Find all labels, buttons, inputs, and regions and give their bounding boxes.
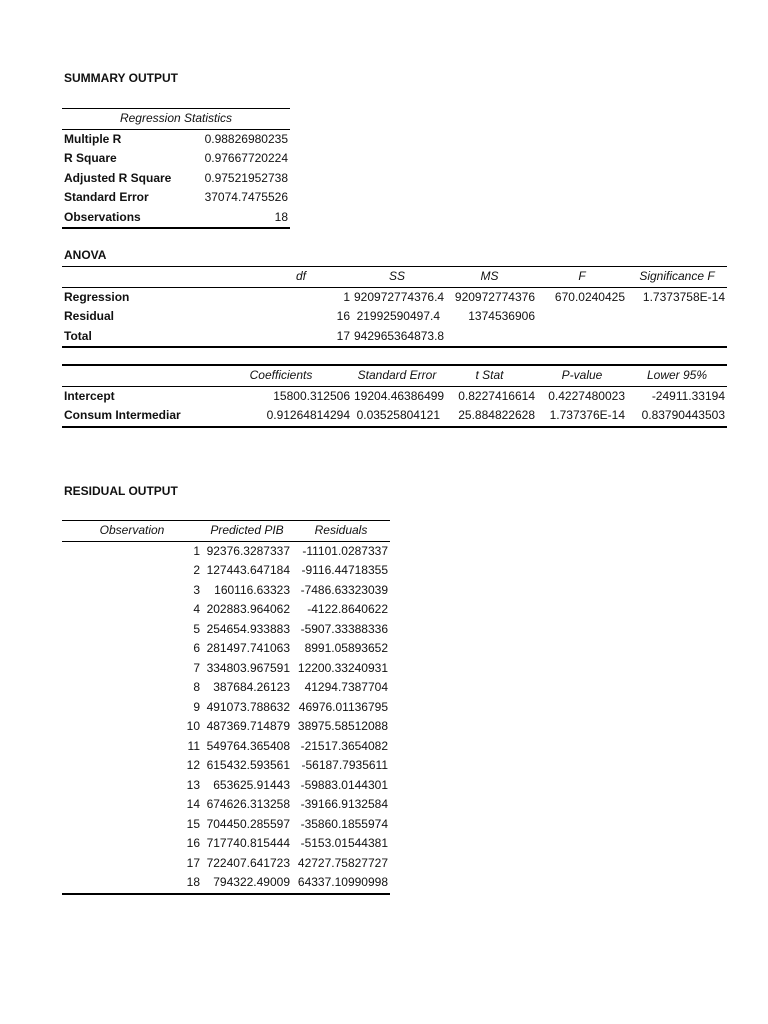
table-row xyxy=(62,659,390,679)
residual-cell-observation: 18 xyxy=(62,873,202,894)
anova-row-label: Residual xyxy=(64,309,115,323)
stat-value: 0.98826980235 xyxy=(204,131,288,146)
anova-cell-ss: 920972774376.4 xyxy=(354,289,445,304)
coef-cell-standard-error: 0.03525804121 xyxy=(352,406,442,427)
residual-cell-observation: 17 xyxy=(186,855,200,870)
regression-statistics-header: Regression Statistics xyxy=(62,109,290,130)
residual-cell-residual: 46976.01136795 xyxy=(298,699,388,714)
residual-header-predicted: Predicted PIB xyxy=(202,521,292,542)
residual-cell-predicted: 674626.313258 xyxy=(206,797,290,811)
anova-cell-sig: 1.7373758E-14 xyxy=(642,289,725,304)
residual-cell-residual: -11101.0287337 xyxy=(302,543,388,558)
anova-header-ss: SS xyxy=(352,267,442,288)
table-row xyxy=(62,834,390,854)
table-row xyxy=(62,327,727,348)
coef-cell-standard-error: 19204.46386499 xyxy=(354,388,445,403)
coef-header-lower-95: Lower 95% xyxy=(627,365,727,386)
stat-label: Adjusted R Square xyxy=(64,170,172,185)
anova-cell-ss: 21992590497.4 xyxy=(356,309,440,323)
table-row xyxy=(62,737,390,757)
residual-cell-observation: 11 xyxy=(187,738,200,753)
anova-cell-df: 17 xyxy=(182,327,352,348)
anova-header-blank xyxy=(62,267,182,288)
residual-cell-residual: -9116.44718355 xyxy=(301,563,388,577)
residual-cell-residual: -5907.33388336 xyxy=(300,621,388,636)
residual-header-observation: Observation xyxy=(62,521,202,542)
table-row xyxy=(62,541,390,561)
residual-cell-predicted: 92376.3287337 xyxy=(206,543,290,558)
stat-value: 37074.7475526 xyxy=(204,190,288,204)
summary-output-title: SUMMARY OUTPUT xyxy=(64,71,178,85)
table-row xyxy=(62,854,390,874)
anova-header-df: df xyxy=(182,267,352,288)
residual-cell-residual: 12200.33240931 xyxy=(297,660,388,675)
table-row xyxy=(62,756,390,776)
residual-cell-predicted: 549764.365408 xyxy=(206,738,290,753)
residual-cell-residual: -21517.3654082 xyxy=(300,738,388,753)
anova-cell-df: 1 xyxy=(343,289,350,304)
coef-row-label: Consum Intermediar xyxy=(62,406,182,427)
residual-cell-observation: 14 xyxy=(186,797,200,811)
coef-cell-coefficient: 0.91264814294 xyxy=(182,406,352,427)
table-row xyxy=(62,776,390,796)
anova-cell-df: 16 xyxy=(336,309,350,323)
residual-cell-predicted: 704450.285597 xyxy=(206,816,290,831)
coef-header-p-value: P-value xyxy=(537,365,627,386)
anova-cell-sig xyxy=(627,327,727,348)
table-row xyxy=(62,129,290,149)
residual-cell-predicted: 160116.63323 xyxy=(214,582,290,597)
residual-cell-predicted: 794322.49009 xyxy=(202,873,292,894)
residual-cell-predicted: 653625.91443 xyxy=(213,777,290,792)
stat-value: 18 xyxy=(190,208,290,229)
anova-cell-ss: 942965364873.8 xyxy=(352,327,442,348)
coef-header-standard-error: Standard Error xyxy=(352,365,442,386)
stat-value: 0.97667720224 xyxy=(204,151,288,165)
residual-cell-residual: -56187.7935611 xyxy=(301,758,388,772)
anova-cell-sig xyxy=(627,307,727,327)
table-row xyxy=(62,873,390,894)
anova-title: ANOVA xyxy=(64,248,107,262)
table-row xyxy=(62,188,290,208)
anova-table xyxy=(62,266,727,348)
anova-header-ms: MS xyxy=(442,267,537,288)
residual-cell-residual: 42727.75827727 xyxy=(297,855,388,870)
coef-cell-lower-95: 0.83790443503 xyxy=(627,406,727,427)
residual-cell-residual: -4122.8640622 xyxy=(307,602,388,616)
table-row xyxy=(62,149,290,169)
residual-cell-residual: 38975.58512088 xyxy=(297,719,388,733)
anova-header-significance-f: Significance F xyxy=(627,267,727,288)
residual-cell-observation: 16 xyxy=(186,836,200,850)
table-row xyxy=(62,795,390,815)
residual-header-residuals: Residuals xyxy=(292,521,390,542)
anova-cell-f xyxy=(537,327,627,348)
anova-cell-f: 670.0240425 xyxy=(554,289,625,304)
coef-cell-t-stat: 0.8227416614 xyxy=(458,388,535,403)
residual-output-table xyxy=(62,520,390,895)
table-row xyxy=(62,307,727,327)
residual-cell-predicted: 127443.647184 xyxy=(206,563,290,577)
residual-cell-predicted: 722407.641723 xyxy=(206,855,290,870)
coef-cell-lower-95: -24911.33194 xyxy=(651,388,725,403)
coef-cell-p-value: 1.737376E-14 xyxy=(537,406,627,427)
anova-cell-f xyxy=(537,307,627,327)
residual-cell-residual: -39166.9132584 xyxy=(300,797,388,811)
table-row xyxy=(62,815,390,835)
anova-row-label: Regression xyxy=(64,289,130,304)
table-row xyxy=(62,169,290,189)
table-row xyxy=(62,386,727,406)
residual-cell-residual: -59883.0144301 xyxy=(300,777,388,792)
coef-cell-p-value: 0.4227480023 xyxy=(548,388,625,403)
anova-row-label: Total xyxy=(62,327,182,348)
table-row xyxy=(62,406,727,427)
residual-cell-observation: 12 xyxy=(186,758,200,772)
residual-cell-observation: 7 xyxy=(193,660,200,675)
table-row xyxy=(62,698,390,718)
stat-label: Standard Error xyxy=(64,190,149,204)
residual-cell-residual: 64337.10990998 xyxy=(292,873,390,894)
table-row xyxy=(62,717,390,737)
residual-cell-predicted: 717740.815444 xyxy=(206,836,290,850)
anova-cell-ms: 920972774376 xyxy=(454,289,535,304)
coef-header-t-stat: t Stat xyxy=(442,365,537,386)
residual-cell-observation: 4 xyxy=(193,602,200,616)
residual-cell-residual: -7486.63323039 xyxy=(300,582,388,597)
residual-cell-residual: 8991.05893652 xyxy=(304,641,388,655)
residual-cell-observation: 6 xyxy=(193,641,200,655)
residual-cell-observation: 10 xyxy=(186,719,200,733)
residual-cell-predicted: 334803.967591 xyxy=(206,660,290,675)
coef-header-blank xyxy=(62,365,182,386)
table-row xyxy=(62,561,390,581)
regression-statistics-table xyxy=(62,108,290,229)
residual-cell-observation: 3 xyxy=(193,582,200,597)
residual-cell-predicted: 491073.788632 xyxy=(206,699,290,714)
coef-header-coefficients: Coefficients xyxy=(182,365,352,386)
residual-cell-observation: 5 xyxy=(193,621,200,636)
stat-label: R Square xyxy=(64,151,117,165)
residual-cell-predicted: 615432.593561 xyxy=(206,758,290,772)
stat-label: Observations xyxy=(62,208,190,229)
stat-value: 0.97521952738 xyxy=(204,170,288,185)
coef-cell-coefficient: 15800.312506 xyxy=(273,388,350,403)
table-row xyxy=(62,287,727,307)
residual-cell-residual: -5153.01544381 xyxy=(300,836,388,850)
residual-cell-predicted: 387684.26123 xyxy=(213,680,290,694)
residual-output-title: RESIDUAL OUTPUT xyxy=(64,484,178,498)
anova-cell-ms xyxy=(442,327,537,348)
table-row xyxy=(62,678,390,698)
residual-cell-residual: 41294.7387704 xyxy=(304,680,388,694)
residual-cell-observation: 13 xyxy=(186,777,200,792)
residual-cell-predicted: 487369.714879 xyxy=(206,719,290,733)
residual-cell-residual: -35860.1855974 xyxy=(300,816,388,831)
coef-row-label: Intercept xyxy=(64,388,115,403)
table-row xyxy=(62,639,390,659)
anova-header-f: F xyxy=(537,267,627,288)
residual-cell-observation: 2 xyxy=(193,563,200,577)
coef-cell-t-stat: 25.884822628 xyxy=(442,406,537,427)
residual-cell-predicted: 281497.741063 xyxy=(206,641,290,655)
residual-cell-predicted: 202883.964062 xyxy=(206,602,290,616)
residual-cell-predicted: 254654.933883 xyxy=(206,621,290,636)
residual-cell-observation: 1 xyxy=(193,543,200,558)
residual-cell-observation: 8 xyxy=(193,680,200,694)
table-row xyxy=(62,581,390,601)
table-row xyxy=(62,600,390,620)
residual-cell-observation: 15 xyxy=(186,816,200,831)
stat-label: Multiple R xyxy=(64,131,122,146)
table-row xyxy=(62,208,290,229)
residual-cell-observation: 9 xyxy=(193,699,200,714)
table-row xyxy=(62,620,390,640)
anova-cell-ms: 1374536906 xyxy=(468,309,535,323)
coefficients-table xyxy=(62,364,727,428)
